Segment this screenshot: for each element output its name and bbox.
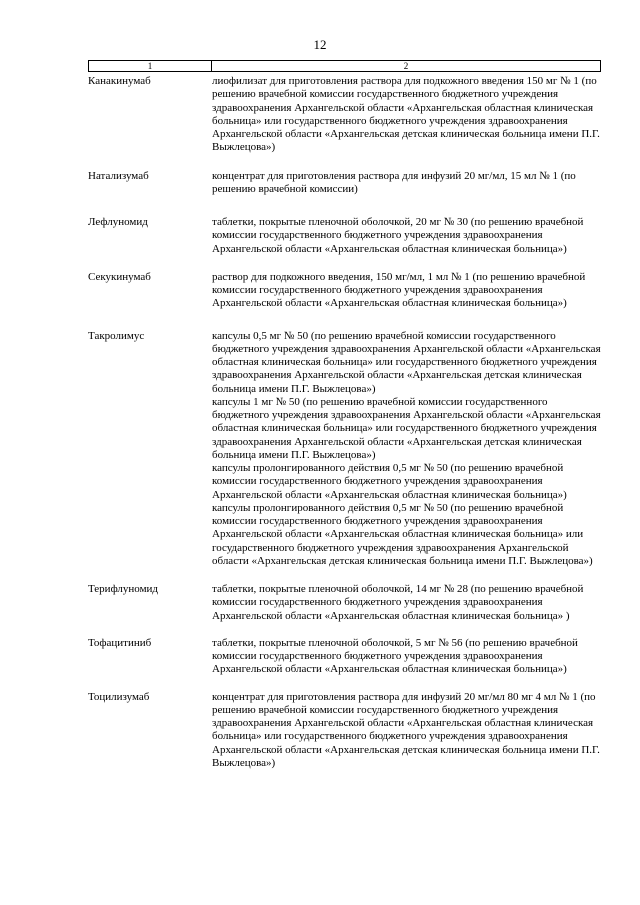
table-row [88, 691, 601, 771]
dosage-form-entry: концентрат для приготовления раствора для инфузий 20 мг/мл, 15 мл № 1 (по решению врачебной комиссии) [212, 169, 576, 195]
table-row [88, 271, 601, 311]
drug-name: Натализумаб [88, 169, 149, 182]
table-row [88, 637, 601, 677]
drug-name: Секукинумаб [88, 270, 151, 283]
table-body [88, 75, 601, 770]
drug-forms [212, 75, 601, 155]
table-row [88, 170, 601, 197]
table-row [88, 330, 601, 569]
page-number: 12 [313, 37, 327, 52]
medication-table [88, 60, 601, 770]
dosage-form-entry: лиофилизат для приготовления раствора для подкожного введения 150 мг № 1 (по решению врачебной комиссии государственного бюджетного учреждения здравоохранения Архангельской области «Архангельская областная клиническая больница» или государственного бюджетного учреждения здравоохранения Архангельской области «Архангельская детская клиническая больница имени П.Г. Выжлецова») [212, 75, 600, 154]
dosage-form-entry: капсулы 0,5 мг № 50 (по решению врачебной комиссии государственного бюджетного учреждения здравоохранения Архангельской области «Архангельская областная клиническая больница» или государственного бюджетного учреждения здравоохранения Архангельской области «Архангельская детская клиническая больница имени П.Г. Выжлецова») [212, 329, 601, 395]
table-row [88, 583, 601, 623]
drug-forms [212, 216, 601, 256]
header-col-1: 1 [89, 61, 212, 71]
drug-forms [212, 637, 601, 677]
drug-forms [212, 170, 601, 197]
table-header [88, 60, 601, 72]
drug-forms [212, 691, 601, 771]
dosage-form-entry: капсулы 1 мг № 50 (по решению врачебной комиссии государственного бюджетного учреждения здравоохранения Архангельской области «Архангельская областная клиническая больница» или государственного бюджетного учреждения здравоохранения Архангельской области «Архангельская детская клиническая больница имени П.Г. Выжлецова») [212, 395, 601, 461]
table-row [88, 216, 601, 256]
dosage-form-entry: таблетки, покрытые пленочной оболочкой, 20 мг № 30 (по решению врачебной комиссии государственного бюджетного учреждения здравоохранения Архангельской области «Архангельская областная клиническая больница») [212, 216, 584, 255]
drug-name: Тоцилизумаб [88, 690, 150, 703]
dosage-form-entry: капсулы пролонгированного действия 0,5 мг № 50 (по решению врачебной комиссии государственного бюджетного учреждения здравоохранения Архангельской области «Архангельская областная клиническая больница») [212, 462, 567, 501]
dosage-form-entry: таблетки, покрытые пленочной оболочкой, 5 мг № 56 (по решению врачебной комиссии государственного бюджетного учреждения здравоохранения Архангельской области «Архангельская областная клиническая больница») [212, 636, 578, 676]
header-col-2: 2 [403, 61, 409, 71]
drug-name: Лефлуномид [88, 216, 148, 228]
drug-name: Такролимус [88, 329, 145, 342]
dosage-form-entry: капсулы пролонгированного действия 0,5 мг № 50 (по решению врачебной комиссии государственного бюджетного учреждения здравоохранения Архангельской области «Архангельская областная клиническая больница» или государственного бюджетного учреждения здравоохранения Архангельской области «Архангельская детская клиническая больница имени П.Г. Выжлецова») [212, 501, 593, 567]
dosage-form-entry: раствор для подкожного введения, 150 мг/мл, 1 мл № 1 (по решению врачебной комиссии государственного бюджетного учреждения здравоохранения Архангельской области «Архангельская областная клиническая больница») [212, 270, 586, 310]
drug-name: Тофацитиниб [88, 636, 152, 649]
dosage-form-entry: концентрат для приготовления раствора для инфузий 20 мг/мл 80 мг 4 мл № 1 (по решению врачебной комиссии государственного бюджетного учреждения здравоохранения Архангельской области «Архангельская областная клиническая больница» или государственного бюджетного учреждения здравоохранения Архангельской области «Архангельская детская клиническая больница имени П.Г. Выжлецова») [212, 690, 600, 769]
drug-forms [212, 271, 601, 311]
drug-forms [212, 583, 601, 623]
drug-forms [212, 330, 601, 569]
table-row [88, 75, 601, 155]
dosage-form-entry: таблетки, покрытые пленочной оболочкой, 14 мг № 28 (по решению врачебной комиссии государственного бюджетного учреждения здравоохранения Архангельской области «Архангельская областная клиническая больница» ) [212, 583, 584, 622]
drug-name: Терифлуномид [88, 583, 159, 595]
drug-name: Канакинумаб [88, 75, 151, 87]
